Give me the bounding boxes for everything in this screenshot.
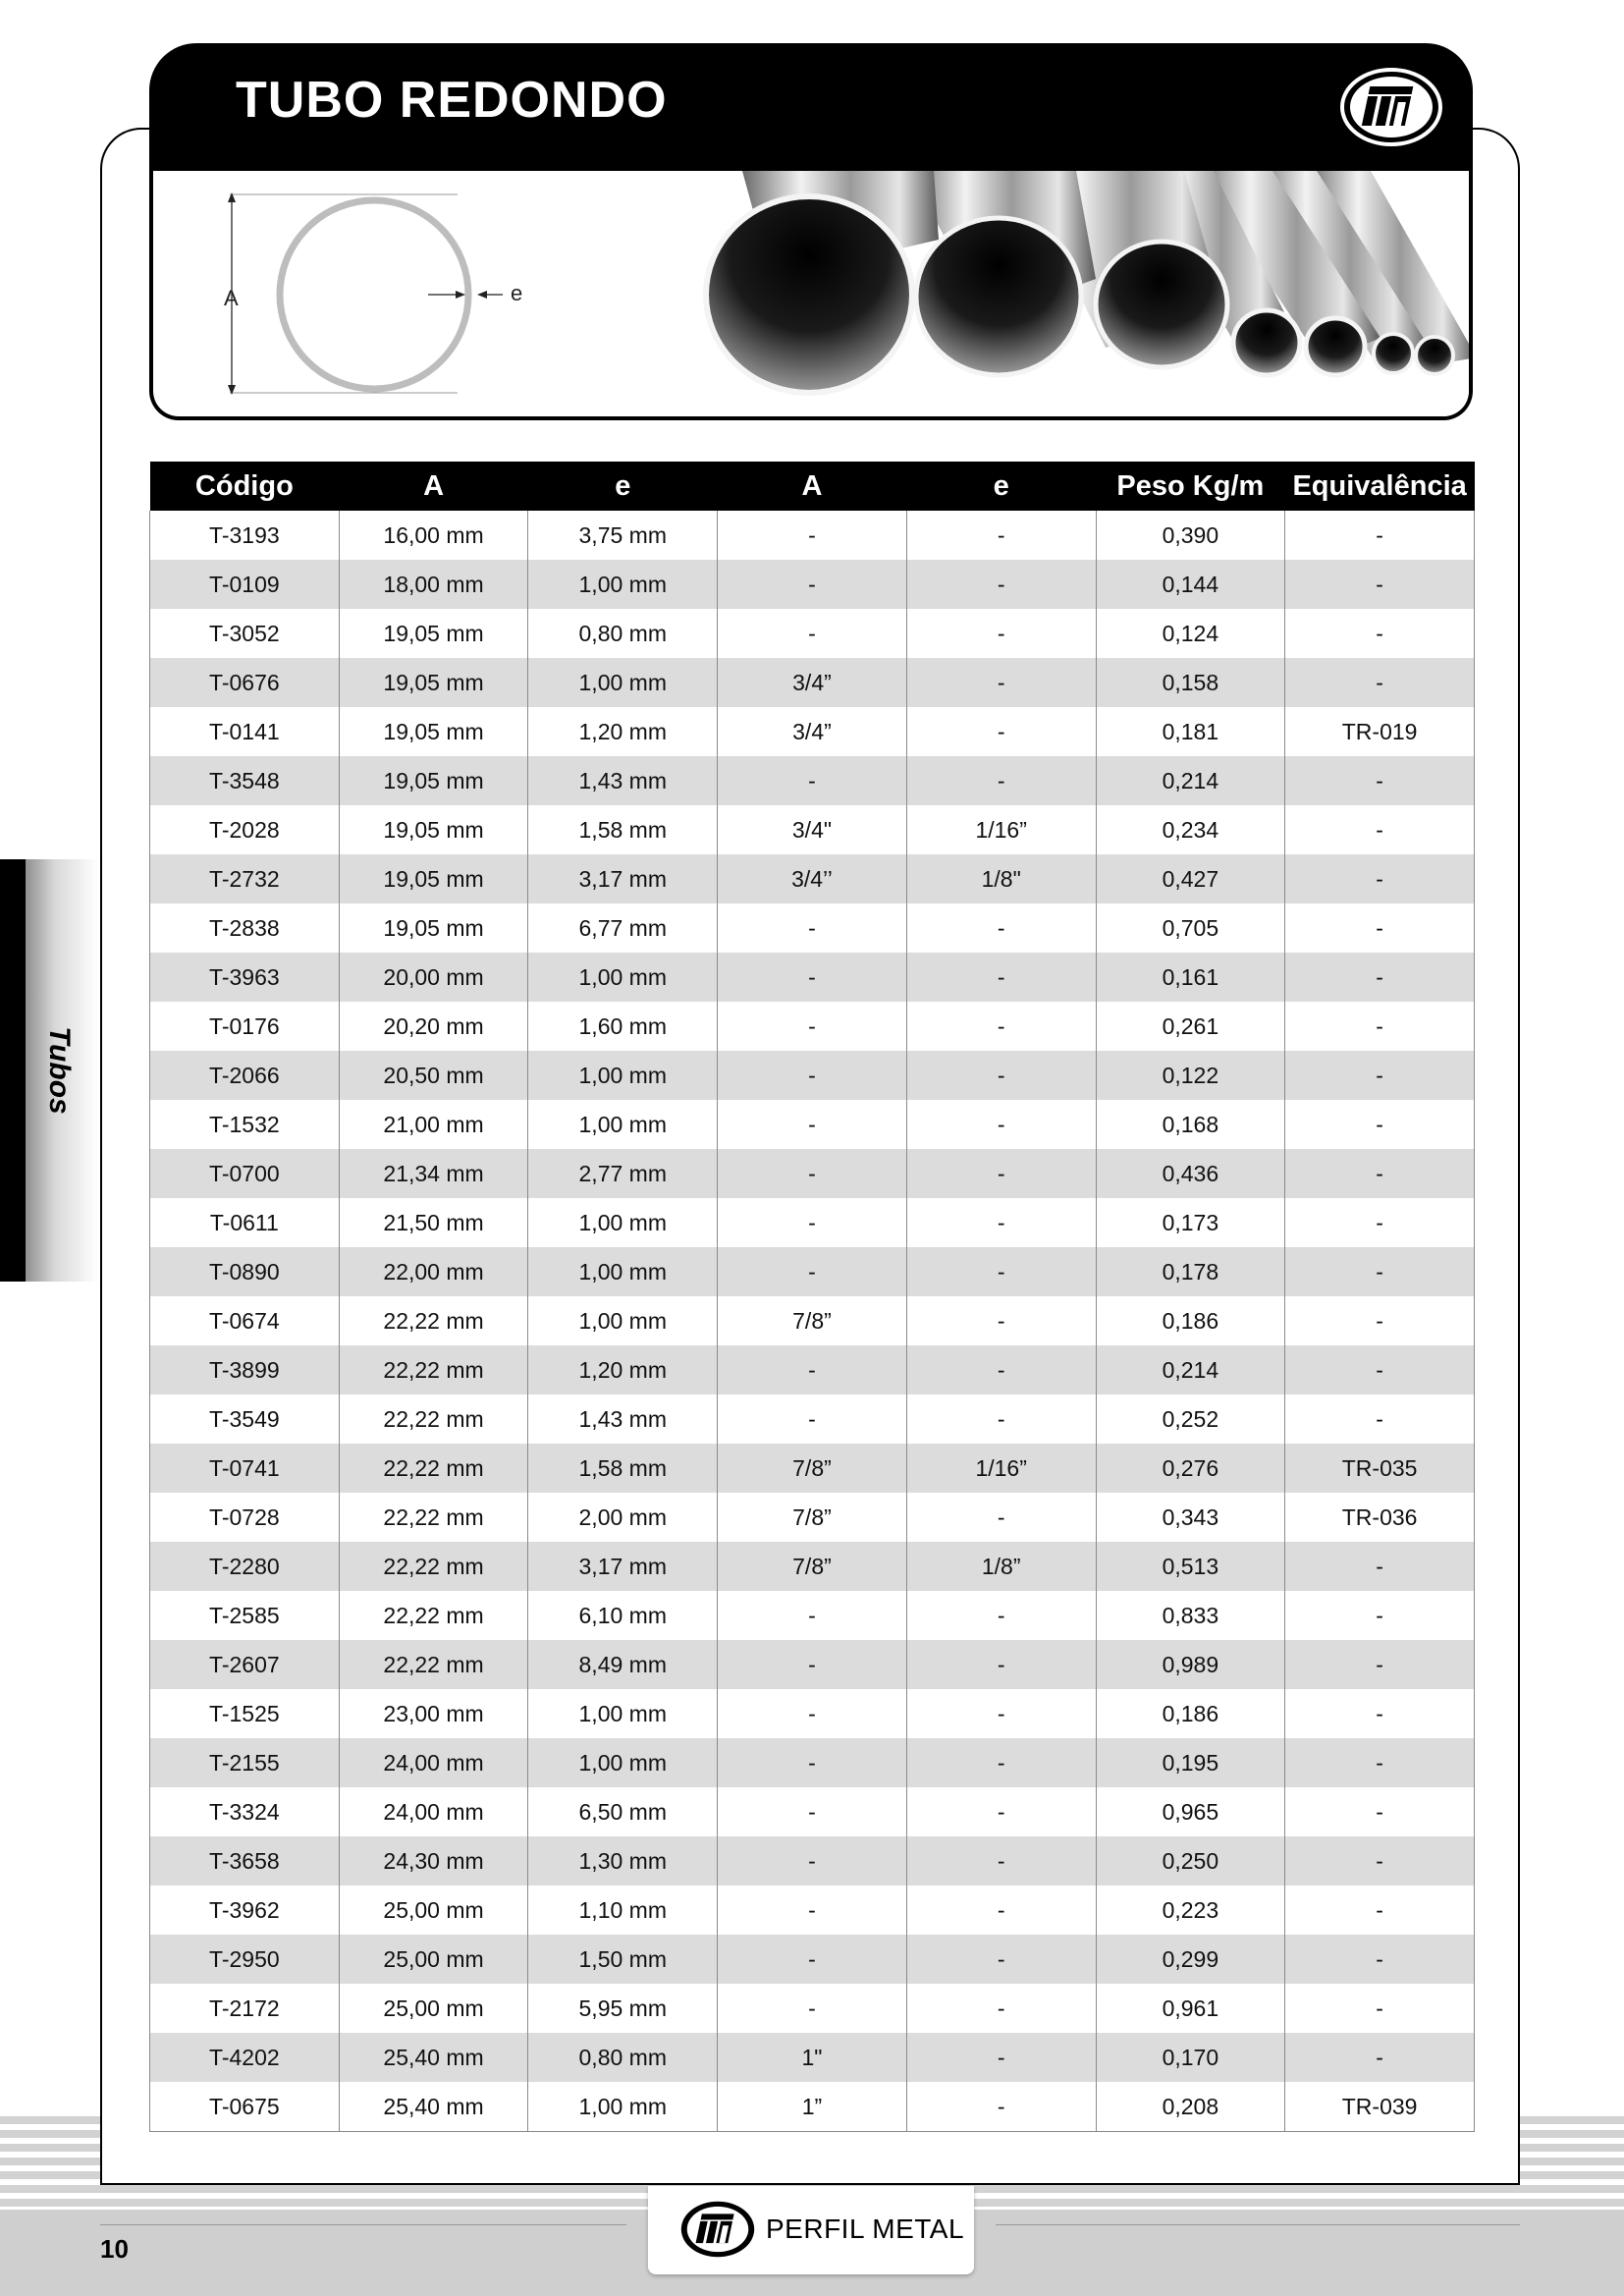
cell-peso: 0,214 <box>1096 756 1285 805</box>
footer-rule-left <box>100 2224 626 2225</box>
table-row <box>150 560 1475 609</box>
cell-a-mm: 20,00 mm <box>339 953 528 1002</box>
cell-peso: 0,122 <box>1096 1051 1285 1100</box>
cell-a-inch: - <box>718 1149 907 1198</box>
cell-codigo: T-0176 <box>150 1002 340 1051</box>
cell-e-mm: 1,20 mm <box>528 1345 718 1394</box>
cell-codigo: T-0728 <box>150 1493 340 1542</box>
cell-a-inch: 7/8” <box>718 1493 907 1542</box>
cell-a-mm: 25,00 mm <box>339 1886 528 1935</box>
cell-codigo: T-3193 <box>150 511 340 560</box>
cell-e-mm: 1,20 mm <box>528 707 718 756</box>
cell-peso: 0,161 <box>1096 953 1285 1002</box>
cell-peso: 0,170 <box>1096 2033 1285 2082</box>
cell-a-mm: 24,30 mm <box>339 1836 528 1886</box>
cell-peso: 0,186 <box>1096 1296 1285 1345</box>
cell-e-mm: 0,80 mm <box>528 609 718 658</box>
tubes-photo <box>683 171 1473 420</box>
cell-peso: 0,833 <box>1096 1591 1285 1640</box>
cell-codigo: T-1525 <box>150 1689 340 1738</box>
product-banner <box>149 171 1473 420</box>
cell-e-mm: 6,10 mm <box>528 1591 718 1640</box>
cell-equivalencia: - <box>1285 1247 1475 1296</box>
cell-codigo: T-4202 <box>150 2033 340 2082</box>
cell-e-mm: 1,00 mm <box>528 1738 718 1787</box>
table-row <box>150 1394 1475 1444</box>
table-row <box>150 1836 1475 1886</box>
cell-a-mm: 23,00 mm <box>339 1689 528 1738</box>
cell-e-inch: - <box>906 511 1096 560</box>
table-row <box>150 1542 1475 1591</box>
cell-a-inch: 3/4’’ <box>718 854 907 903</box>
cell-equivalencia: TR-035 <box>1285 1444 1475 1493</box>
cell-a-mm: 16,00 mm <box>339 511 528 560</box>
cell-e-inch: - <box>906 1591 1096 1640</box>
table-row <box>150 1640 1475 1689</box>
cell-a-mm: 22,22 mm <box>339 1394 528 1444</box>
cell-e-mm: 2,77 mm <box>528 1149 718 1198</box>
cell-equivalencia: - <box>1285 953 1475 1002</box>
cell-e-mm: 6,50 mm <box>528 1787 718 1836</box>
cell-a-inch: 3/4" <box>718 805 907 854</box>
cell-a-mm: 25,40 mm <box>339 2082 528 2132</box>
header-a-inch: A <box>718 462 907 511</box>
cell-peso: 0,214 <box>1096 1345 1285 1394</box>
cell-peso: 0,250 <box>1096 1836 1285 1886</box>
cell-a-inch: - <box>718 1738 907 1787</box>
cell-e-mm: 1,10 mm <box>528 1886 718 1935</box>
cell-e-mm: 2,00 mm <box>528 1493 718 1542</box>
cell-a-inch: - <box>718 511 907 560</box>
cell-a-mm: 22,22 mm <box>339 1493 528 1542</box>
cell-e-mm: 3,17 mm <box>528 1542 718 1591</box>
table-row <box>150 2082 1475 2132</box>
cell-a-inch: - <box>718 903 907 953</box>
cell-equivalencia: - <box>1285 1100 1475 1149</box>
cell-e-inch: - <box>906 1984 1096 2033</box>
cell-e-mm: 8,49 mm <box>528 1640 718 1689</box>
cell-codigo: T-3963 <box>150 953 340 1002</box>
cell-e-inch: - <box>906 1886 1096 1935</box>
cell-a-inch: - <box>718 1984 907 2033</box>
cell-a-inch: - <box>718 1002 907 1051</box>
cell-a-inch: - <box>718 1886 907 1935</box>
cell-a-inch: 3/4” <box>718 707 907 756</box>
cell-equivalencia: - <box>1285 903 1475 953</box>
cell-e-mm: 1,00 mm <box>528 2082 718 2132</box>
cell-e-mm: 1,30 mm <box>528 1836 718 1886</box>
cell-e-inch: - <box>906 609 1096 658</box>
table-row <box>150 1444 1475 1493</box>
cell-a-mm: 24,00 mm <box>339 1787 528 1836</box>
table-row <box>150 805 1475 854</box>
table-row <box>150 1100 1475 1149</box>
cell-codigo: T-0674 <box>150 1296 340 1345</box>
cell-peso: 0,181 <box>1096 707 1285 756</box>
cell-a-mm: 19,05 mm <box>339 805 528 854</box>
cell-a-inch: - <box>718 1689 907 1738</box>
cell-peso: 0,223 <box>1096 1886 1285 1935</box>
cell-peso: 0,124 <box>1096 609 1285 658</box>
table-row <box>150 1051 1475 1100</box>
cell-a-mm: 22,22 mm <box>339 1444 528 1493</box>
cell-a-mm: 25,00 mm <box>339 1984 528 2033</box>
cell-codigo: T-0611 <box>150 1198 340 1247</box>
cell-e-inch: - <box>906 1738 1096 1787</box>
cell-equivalencia: - <box>1285 1542 1475 1591</box>
footer-logo-icon <box>677 2198 758 2261</box>
cell-a-mm: 25,00 mm <box>339 1935 528 1984</box>
cell-equivalencia: TR-036 <box>1285 1493 1475 1542</box>
table-row <box>150 1198 1475 1247</box>
cell-peso: 0,208 <box>1096 2082 1285 2132</box>
table-body <box>150 511 1475 2132</box>
cell-equivalencia: - <box>1285 511 1475 560</box>
cell-e-mm: 1,43 mm <box>528 756 718 805</box>
cell-e-inch: 1/16” <box>906 1444 1096 1493</box>
label-e: e <box>511 281 523 305</box>
table-row <box>150 1738 1475 1787</box>
cell-a-mm: 19,05 mm <box>339 903 528 953</box>
cell-codigo: T-2950 <box>150 1935 340 1984</box>
cell-a-inch: - <box>718 609 907 658</box>
cell-e-inch: - <box>906 1247 1096 1296</box>
cell-a-mm: 22,22 mm <box>339 1542 528 1591</box>
cell-a-mm: 19,05 mm <box>339 854 528 903</box>
cell-codigo: T-3962 <box>150 1886 340 1935</box>
cell-equivalencia: - <box>1285 2033 1475 2082</box>
cell-e-inch: 1/8" <box>906 854 1096 903</box>
cell-e-mm: 1,58 mm <box>528 1444 718 1493</box>
cell-a-mm: 19,05 mm <box>339 707 528 756</box>
cell-peso: 0,390 <box>1096 511 1285 560</box>
table-row <box>150 1493 1475 1542</box>
cell-e-inch: - <box>906 903 1096 953</box>
cell-a-mm: 24,00 mm <box>339 1738 528 1787</box>
cell-peso: 0,168 <box>1096 1100 1285 1149</box>
cell-e-mm: 1,00 mm <box>528 1247 718 1296</box>
cell-equivalencia: - <box>1285 1198 1475 1247</box>
cell-e-inch: - <box>906 1689 1096 1738</box>
cell-a-mm: 25,40 mm <box>339 2033 528 2082</box>
cell-e-mm: 1,00 mm <box>528 560 718 609</box>
cell-equivalencia: - <box>1285 1689 1475 1738</box>
table-row <box>150 903 1475 953</box>
cell-equivalencia: - <box>1285 756 1475 805</box>
cell-equivalencia: - <box>1285 1738 1475 1787</box>
cell-a-inch: 7/8” <box>718 1444 907 1493</box>
page-number: 10 <box>100 2234 129 2264</box>
cell-e-mm: 3,17 mm <box>528 854 718 903</box>
cell-peso: 0,436 <box>1096 1149 1285 1198</box>
cell-e-mm: 1,00 mm <box>528 658 718 707</box>
side-tab-stripe <box>0 859 26 1282</box>
cell-codigo: T-0700 <box>150 1149 340 1198</box>
cell-a-mm: 19,05 mm <box>339 756 528 805</box>
cell-peso: 0,252 <box>1096 1394 1285 1444</box>
cell-peso: 0,173 <box>1096 1198 1285 1247</box>
header-peso: Peso Kg/m <box>1096 462 1285 511</box>
cell-a-mm: 19,05 mm <box>339 658 528 707</box>
table-row <box>150 2033 1475 2082</box>
table-row <box>150 1689 1475 1738</box>
table-row <box>150 854 1475 903</box>
footer-brand-box <box>648 2186 974 2274</box>
table-row <box>150 1591 1475 1640</box>
cell-a-mm: 22,22 mm <box>339 1640 528 1689</box>
cell-e-mm: 1,00 mm <box>528 1100 718 1149</box>
table-row <box>150 1345 1475 1394</box>
table-header-row <box>150 462 1475 511</box>
cell-e-mm: 5,95 mm <box>528 1984 718 2033</box>
table-row <box>150 1149 1475 1198</box>
header-codigo: Código <box>150 462 340 511</box>
cell-a-inch: - <box>718 1051 907 1100</box>
cell-peso: 0,427 <box>1096 854 1285 903</box>
cross-section-diagram <box>228 192 503 395</box>
side-tab <box>0 859 98 1282</box>
cell-a-mm: 20,20 mm <box>339 1002 528 1051</box>
cell-e-inch: - <box>906 953 1096 1002</box>
cell-peso: 0,261 <box>1096 1002 1285 1051</box>
cell-e-inch: - <box>906 707 1096 756</box>
brand-logo-icon <box>1337 65 1445 149</box>
cell-equivalencia: - <box>1285 1051 1475 1100</box>
cell-e-mm: 1,60 mm <box>528 1002 718 1051</box>
cell-equivalencia: - <box>1285 560 1475 609</box>
cell-a-mm: 22,22 mm <box>339 1296 528 1345</box>
cell-codigo: T-0890 <box>150 1247 340 1296</box>
label-a: A <box>224 286 239 310</box>
cell-equivalencia: - <box>1285 1640 1475 1689</box>
cell-codigo: T-0141 <box>150 707 340 756</box>
cell-equivalencia: - <box>1285 1787 1475 1836</box>
cell-a-mm: 18,00 mm <box>339 560 528 609</box>
cell-codigo: T-1532 <box>150 1100 340 1149</box>
cell-peso: 0,343 <box>1096 1493 1285 1542</box>
cell-peso: 0,965 <box>1096 1787 1285 1836</box>
cell-codigo: T-0676 <box>150 658 340 707</box>
cell-a-inch: - <box>718 1198 907 1247</box>
cell-peso: 0,299 <box>1096 1935 1285 1984</box>
cell-e-inch: - <box>906 1493 1096 1542</box>
cell-e-mm: 1,00 mm <box>528 1296 718 1345</box>
cell-a-inch: 3/4” <box>718 658 907 707</box>
cell-peso: 0,144 <box>1096 560 1285 609</box>
cell-codigo: T-2838 <box>150 903 340 953</box>
cell-codigo: T-0675 <box>150 2082 340 2132</box>
cell-a-mm: 20,50 mm <box>339 1051 528 1100</box>
cell-e-inch: - <box>906 2033 1096 2082</box>
cell-a-mm: 22,22 mm <box>339 1591 528 1640</box>
cell-e-inch: - <box>906 658 1096 707</box>
table-row <box>150 1984 1475 2033</box>
table-row <box>150 953 1475 1002</box>
cell-e-mm: 0,80 mm <box>528 2033 718 2082</box>
cell-equivalencia: - <box>1285 1935 1475 1984</box>
cell-a-inch: - <box>718 1935 907 1984</box>
cell-e-inch: - <box>906 1149 1096 1198</box>
cell-equivalencia: - <box>1285 1345 1475 1394</box>
cell-a-inch: - <box>718 1836 907 1886</box>
cell-equivalencia: - <box>1285 1591 1475 1640</box>
cell-a-inch: - <box>718 1640 907 1689</box>
page-title: TUBO REDONDO <box>236 72 668 129</box>
cell-e-inch: - <box>906 1394 1096 1444</box>
cell-a-inch: - <box>718 560 907 609</box>
cell-equivalencia: - <box>1285 805 1475 854</box>
cell-codigo: T-2280 <box>150 1542 340 1591</box>
table-row <box>150 1247 1475 1296</box>
cell-codigo: T-2585 <box>150 1591 340 1640</box>
cell-equivalencia: - <box>1285 609 1475 658</box>
header-bar <box>149 43 1473 171</box>
cell-peso: 0,178 <box>1096 1247 1285 1296</box>
header-e-mm: e <box>528 462 718 511</box>
cell-codigo: T-3549 <box>150 1394 340 1444</box>
cell-e-inch: - <box>906 1002 1096 1051</box>
table-row <box>150 658 1475 707</box>
cell-codigo: T-3548 <box>150 756 340 805</box>
cell-codigo: T-2155 <box>150 1738 340 1787</box>
cell-a-mm: 21,00 mm <box>339 1100 528 1149</box>
cell-e-mm: 1,43 mm <box>528 1394 718 1444</box>
table-row <box>150 511 1475 560</box>
table-row <box>150 707 1475 756</box>
cell-equivalencia: TR-039 <box>1285 2082 1475 2132</box>
table-row <box>150 1886 1475 1935</box>
cell-e-inch: - <box>906 1935 1096 1984</box>
table-row <box>150 1787 1475 1836</box>
cell-e-inch: - <box>906 756 1096 805</box>
cell-a-inch: - <box>718 1591 907 1640</box>
cell-equivalencia: - <box>1285 1296 1475 1345</box>
cell-a-inch: - <box>718 1394 907 1444</box>
side-tab-label: Tubos <box>43 1026 76 1115</box>
cell-codigo: T-3324 <box>150 1787 340 1836</box>
footer-brand-name: PERFIL METAL <box>766 2214 965 2244</box>
cell-codigo: T-3052 <box>150 609 340 658</box>
cell-e-mm: 1,00 mm <box>528 1051 718 1100</box>
cell-equivalencia: - <box>1285 1984 1475 2033</box>
cell-e-inch: 1/16” <box>906 805 1096 854</box>
cell-a-mm: 22,00 mm <box>339 1247 528 1296</box>
cell-a-mm: 22,22 mm <box>339 1345 528 1394</box>
cell-e-inch: - <box>906 1345 1096 1394</box>
footer-rule-right <box>996 2224 1520 2225</box>
cell-e-mm: 1,00 mm <box>528 953 718 1002</box>
cell-a-inch: 7/8” <box>718 1542 907 1591</box>
cell-peso: 0,186 <box>1096 1689 1285 1738</box>
cell-a-inch: - <box>718 953 907 1002</box>
cell-e-mm: 6,77 mm <box>528 903 718 953</box>
cell-e-inch: - <box>906 1296 1096 1345</box>
header-a-mm: A <box>339 462 528 511</box>
header-equivalencia: Equivalência <box>1285 462 1475 511</box>
cell-e-inch: - <box>906 560 1096 609</box>
cell-peso: 0,989 <box>1096 1640 1285 1689</box>
cell-equivalencia: - <box>1285 1002 1475 1051</box>
cell-e-mm: 1,00 mm <box>528 1198 718 1247</box>
table-row <box>150 609 1475 658</box>
cell-e-inch: - <box>906 1100 1096 1149</box>
cell-peso: 0,961 <box>1096 1984 1285 2033</box>
header-e-inch: e <box>906 462 1096 511</box>
cell-e-mm: 1,00 mm <box>528 1689 718 1738</box>
cell-a-inch: - <box>718 1787 907 1836</box>
table-row <box>150 756 1475 805</box>
cell-codigo: T-3658 <box>150 1836 340 1886</box>
tube-illustration <box>153 171 1473 420</box>
cell-peso: 0,513 <box>1096 1542 1285 1591</box>
cell-e-inch: - <box>906 1836 1096 1886</box>
cell-e-mm: 1,50 mm <box>528 1935 718 1984</box>
cell-codigo: T-2066 <box>150 1051 340 1100</box>
cell-equivalencia: - <box>1285 1886 1475 1935</box>
cell-a-inch: - <box>718 756 907 805</box>
cell-peso: 0,195 <box>1096 1738 1285 1787</box>
cell-peso: 0,705 <box>1096 903 1285 953</box>
spec-table <box>149 462 1475 2132</box>
cell-a-inch: 1” <box>718 2082 907 2132</box>
cell-codigo: T-2607 <box>150 1640 340 1689</box>
cell-equivalencia: TR-019 <box>1285 707 1475 756</box>
cell-equivalencia: - <box>1285 1836 1475 1886</box>
cell-a-inch: 7/8” <box>718 1296 907 1345</box>
cell-a-inch: 1" <box>718 2033 907 2082</box>
cell-peso: 0,234 <box>1096 805 1285 854</box>
cell-e-inch: - <box>906 2082 1096 2132</box>
cell-codigo: T-2172 <box>150 1984 340 2033</box>
cell-a-inch: - <box>718 1345 907 1394</box>
cell-equivalencia: - <box>1285 1149 1475 1198</box>
cell-a-mm: 21,50 mm <box>339 1198 528 1247</box>
cell-codigo: T-2732 <box>150 854 340 903</box>
cell-codigo: T-0109 <box>150 560 340 609</box>
cell-e-mm: 3,75 mm <box>528 511 718 560</box>
cell-a-inch: - <box>718 1247 907 1296</box>
table-row <box>150 1296 1475 1345</box>
cell-e-inch: 1/8” <box>906 1542 1096 1591</box>
cell-e-inch: - <box>906 1198 1096 1247</box>
table-row <box>150 1002 1475 1051</box>
cell-codigo: T-3899 <box>150 1345 340 1394</box>
cell-e-inch: - <box>906 1640 1096 1689</box>
cell-e-mm: 1,58 mm <box>528 805 718 854</box>
table-row <box>150 1935 1475 1984</box>
cell-a-mm: 19,05 mm <box>339 609 528 658</box>
cell-e-inch: - <box>906 1051 1096 1100</box>
cell-a-inch: - <box>718 1100 907 1149</box>
cell-equivalencia: - <box>1285 658 1475 707</box>
cell-e-inch: - <box>906 1787 1096 1836</box>
cell-equivalencia: - <box>1285 1394 1475 1444</box>
cell-codigo: T-2028 <box>150 805 340 854</box>
cell-peso: 0,158 <box>1096 658 1285 707</box>
cell-codigo: T-0741 <box>150 1444 340 1493</box>
cell-equivalencia: - <box>1285 854 1475 903</box>
cell-a-mm: 21,34 mm <box>339 1149 528 1198</box>
cell-peso: 0,276 <box>1096 1444 1285 1493</box>
